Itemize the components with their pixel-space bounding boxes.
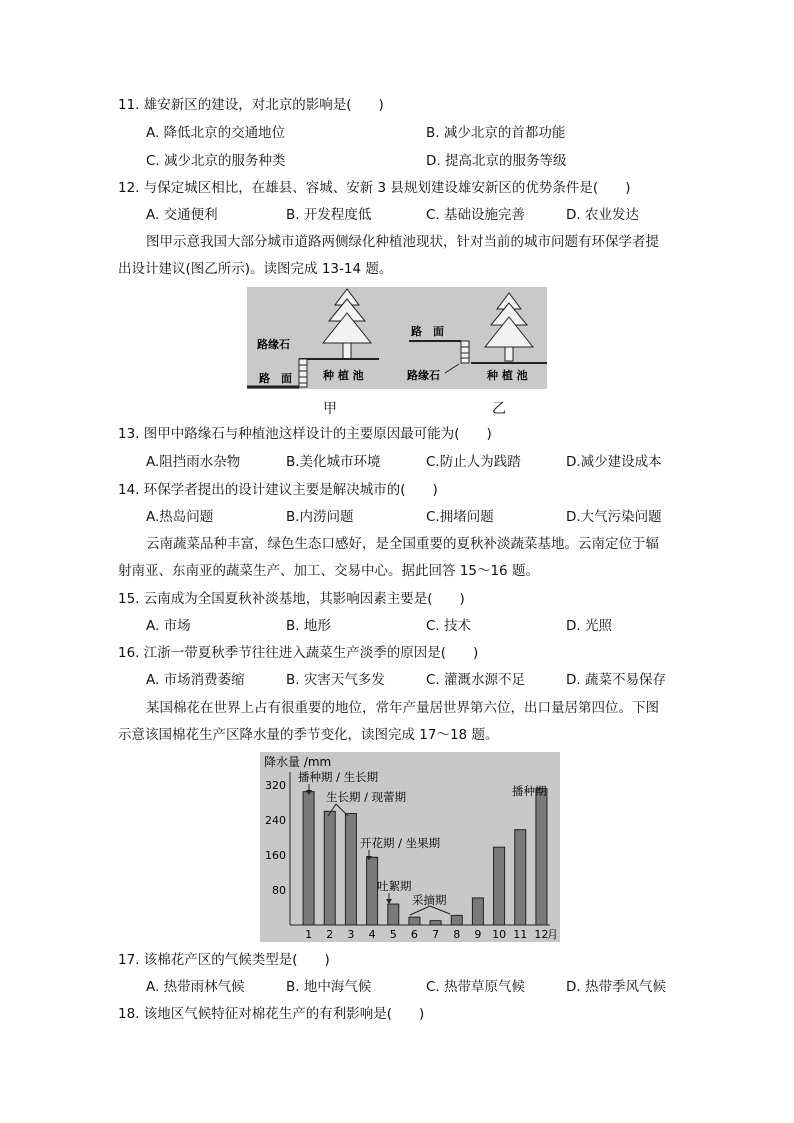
question-15-stem: 15. 云南成为全国夏秋补淡基地，其影响因素主要是( ) — [118, 591, 465, 607]
x-tick-label: 3 — [347, 928, 355, 941]
q17-option-b[interactable]: B. 地中海气候 — [286, 979, 372, 995]
x-tick-label: 7 — [432, 928, 440, 941]
x-tick-label: 10 — [492, 928, 507, 941]
question-14-stem: 14. 环保学者提出的设计建议主要是解决城市的( ) — [118, 482, 438, 498]
q12-option-d[interactable]: D. 农业发达 — [566, 207, 639, 223]
q12-option-c[interactable]: C. 基础设施完善 — [426, 207, 526, 223]
q11-option-b[interactable]: B. 减少北京的首都功能 — [426, 125, 566, 141]
x-tick-label: 6 — [410, 928, 418, 941]
q17-option-a[interactable]: A. 热带雨林气候 — [146, 979, 245, 995]
q14-option-d[interactable]: D.大气污染问题 — [566, 509, 662, 525]
y-tick-label: 80 — [272, 884, 286, 898]
x-tick-label: 4 — [368, 928, 376, 941]
q17-option-d[interactable]: D. 热带季风气候 — [566, 979, 666, 995]
bar-month-12 — [536, 789, 547, 925]
question-17-stem: 17. 该棉花产区的气候类型是( ) — [118, 952, 330, 968]
x-tick-label: 9 — [474, 928, 482, 941]
question-11-stem: 11. 雄安新区的建设，对北京的影响是( ) — [118, 97, 384, 113]
q16-option-d[interactable]: D. 蔬菜不易保存 — [566, 672, 666, 688]
q11-option-d[interactable]: D. 提高北京的服务等级 — [426, 153, 567, 169]
annotation-sowing-growth: 播种期 / 生长期 — [298, 770, 379, 784]
figure-caption-yi: 乙 — [492, 401, 506, 417]
q12-option-b[interactable]: B. 开发程度低 — [286, 207, 372, 223]
annotation-boll-opening: 吐絮期 — [377, 879, 412, 893]
question-16-stem: 16. 江浙一带夏秋季节往往进入蔬菜生产淡季的原因是( ) — [118, 645, 479, 661]
intro-13-line1: 图甲示意我国大部分城市道路两侧绿化种植池现状，针对当前的城市问题有环保学者提 — [146, 234, 659, 250]
q11-option-a[interactable]: A. 降低北京的交通地位 — [146, 125, 286, 141]
intro-13-line2: 出设计建议(图乙所示)。读图完成 13-14 题。 — [118, 261, 393, 277]
q14-option-b[interactable]: B.内涝问题 — [286, 509, 354, 525]
q13-option-d[interactable]: D.减少建设成本 — [566, 454, 662, 470]
question-12-stem: 12. 与保定城区相比，在雄县、容城、安新 3 县规划建设雄安新区的优势条件是( ) — [118, 180, 631, 196]
q14-option-c[interactable]: C.拥堵问题 — [426, 509, 494, 525]
q11-option-c[interactable]: C. 减少北京的服务种类 — [146, 153, 286, 169]
intro-15-line1: 云南蔬菜品种丰富，绿色生态口感好，是全国重要的夏秋补淡蔬菜基地。云南定位于辐 — [146, 536, 659, 552]
q13-option-c[interactable]: C.防止人为践踏 — [426, 454, 521, 470]
y-tick-label: 240 — [265, 814, 286, 828]
x-tick-label: 5 — [389, 928, 397, 941]
bar-month-7 — [430, 921, 441, 925]
intro-15-line2: 射南亚、东南亚的蔬菜生产、加工、交易中心。据此回答 15～16 题。 — [118, 563, 539, 579]
q15-option-d[interactable]: D. 光照 — [566, 618, 612, 634]
q17-option-c[interactable]: C. 热带草原气候 — [426, 979, 526, 995]
left-curb-label: 路缘石 — [257, 338, 290, 351]
q12-option-a[interactable]: A. 交通便利 — [146, 207, 218, 223]
bar-month-1 — [303, 792, 314, 925]
intro-17-line1: 某国棉花在世界上占有很重要的地位，常年产量居世界第六位，出口量居第四位。下图 — [146, 700, 659, 716]
x-tick-label: 2 — [326, 928, 334, 941]
planting-pool-figure — [247, 287, 547, 389]
q16-option-a[interactable]: A. 市场消费萎缩 — [146, 672, 245, 688]
q16-option-c[interactable]: C. 灌溉水源不足 — [426, 672, 526, 688]
q13-option-a[interactable]: A.阻挡雨水杂物 — [146, 454, 241, 470]
figure-caption-jia: 甲 — [323, 401, 337, 417]
right-road-label: 路 面 — [411, 325, 444, 338]
bar-month-3 — [345, 814, 356, 925]
precipitation-chart — [260, 752, 560, 942]
annotation-flowering-fruiting: 开花期 / 坐果期 — [360, 836, 441, 850]
q16-option-b[interactable]: B. 灾害天气多发 — [286, 672, 385, 688]
q15-option-a[interactable]: A. 市场 — [146, 618, 191, 634]
y-axis-label: 降水量 /mm — [264, 755, 332, 769]
left-pool-label: 种 植 池 — [323, 369, 364, 382]
bar-month-9 — [472, 898, 483, 925]
bar-month-2 — [324, 811, 335, 925]
y-tick-label: 320 — [265, 779, 286, 793]
y-tick-label: 160 — [265, 849, 286, 863]
intro-17-line2: 示意该国棉花生产区降水量的季节变化，读图完成 17～18 题。 — [118, 727, 499, 743]
bar-month-5 — [388, 904, 399, 925]
q13-option-b[interactable]: B.美化城市环境 — [286, 454, 381, 470]
right-curb-label: 路缘石 — [407, 369, 440, 382]
annotation-sowing-2: 播种期 — [512, 784, 547, 798]
bar-month-11 — [515, 830, 526, 925]
annotation-growth-budding: 生长期 / 现蕾期 — [326, 790, 407, 804]
question-18-stem: 18. 该地区气候特征对棉花生产的有利影响是( ) — [118, 1006, 425, 1022]
bar-month-6 — [409, 917, 420, 925]
x-tick-label: 12 — [534, 928, 549, 941]
q15-option-c[interactable]: C. 技术 — [426, 618, 472, 634]
bar-month-8 — [451, 915, 462, 925]
bar-month-4 — [367, 857, 378, 925]
annotation-picking: 采摘期 — [412, 893, 447, 907]
x-tick-label: 1 — [305, 928, 313, 941]
q14-option-a[interactable]: A.热岛问题 — [146, 509, 214, 525]
x-axis-unit: 月 — [547, 928, 558, 941]
right-pool-label: 种 植 池 — [487, 369, 528, 382]
x-tick-label: 11 — [513, 928, 528, 941]
bar-month-10 — [494, 847, 505, 925]
q15-option-b[interactable]: B. 地形 — [286, 618, 331, 634]
left-road-label: 路 面 — [259, 372, 292, 385]
x-tick-label: 8 — [453, 928, 461, 941]
question-13-stem: 13. 图甲中路缘石与种植池这样设计的主要原因最可能为( ) — [118, 426, 492, 442]
